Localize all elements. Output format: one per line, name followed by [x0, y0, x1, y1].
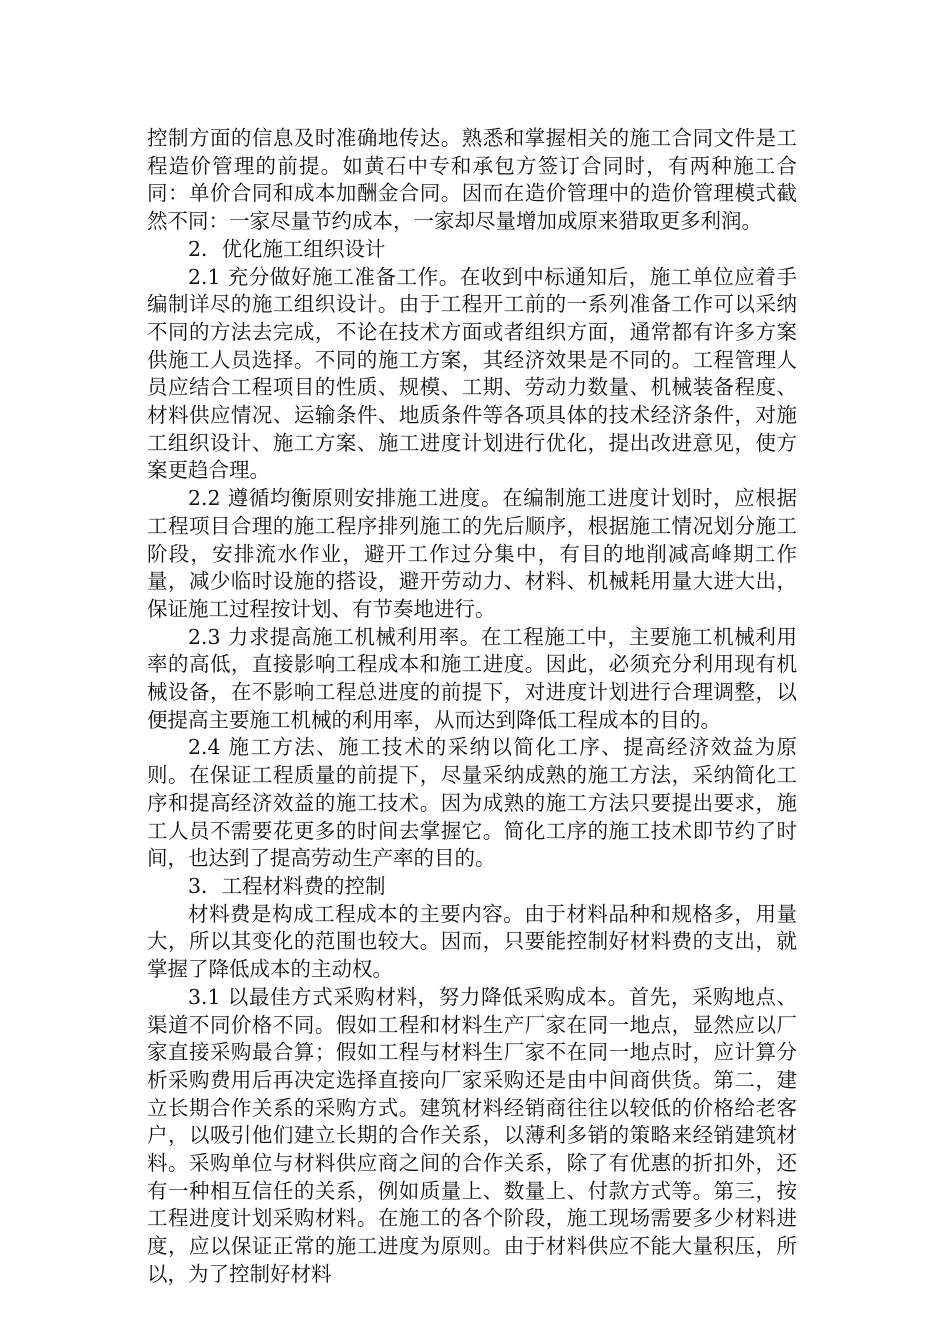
paragraph-2-2: 2.2 遵循均衡原则安排施工进度。在编制施工进度计划时，应根据工程项目合理的施工程序排列施工的先后顺序，根据施工情况划分施工阶段，安排流水作业，避开工作过分集中，有目的地削减高峰期工作量，减少临时设施的搭设，避开劳动力、材料、机械耗用量大进大出，保证施工过程按计划、有节奏地进行。 — [147, 486, 797, 621]
paragraph-3-intro: 材料费是构成工程成本的主要内容。由于材料品种和规格多，用量大，所以其变化的范围也较大。因而，只要能控制好材料费的支出，就掌握了降低成本的主动权。 — [147, 901, 797, 982]
section-heading-2: 2．优化施工组织设计 — [188, 236, 386, 261]
section-heading-3: 3．工程材料费的控制 — [188, 873, 386, 898]
document-body — [147, 125, 797, 1289]
paragraph-2-1: 2.1 充分做好施工准备工作。在收到中标通知后，施工单位应着手编制详尽的施工组织设计。由于工程开工前的一系列准备工作可以采纳不同的方法去完成，不论在技术方面或者组织方面，通常都有许多方案供施工人员选择。不同的施工方案，其经济效果是不同的。工程管理人员应结合工程项目的性质、规模、工期、劳动力数量、机械装备程度、材料供应情况、运输条件、地质条件等各项具体的技术经济条件，对施工组织设计、施工方案、施工进度计划进行优化，提出改进意见，使方案更趋合理。 — [147, 264, 797, 483]
paragraph-2-3: 2.3 力求提高施工机械利用率。在工程施工中，主要施工机械利用率的高低，直接影响工程成本和施工进度。因此，必须充分利用现有机械设备，在不影响工程总进度的前提下，对进度计划进行合理调整，以便提高主要施工机械的利用率，从而达到降低工程成本的目的。 — [147, 624, 797, 732]
paragraph-intro: 控制方面的信息及时准确地传达。熟悉和掌握相关的施工合同文件是工程造价管理的前提。如黄石中专和承包方签订合同时，有两种施工合同：单价合同和成本加酬金合同。因而在造价管理中的造价管理模式截然不同：一家尽量节约成本，一家却尽量增加成原来猎取更多利润。 — [147, 126, 797, 234]
paragraph-3-1: 3.1 以最佳方式采购材料，努力降低采购成本。首先，采购地点、渠道不同价格不同。假如工程和材料生产厂家在同一地点，显然应以厂家直接采购最合算；假如工程与材料生厂家不在同一地点时，应计算分析采购费用后再决定选择直接向厂家采购还是由中间商供货。第二，建立长期合作关系的采购方式。建筑材料经销商往往以较低的价格给老客户，以吸引他们建立长期的合作关系，以薄利多销的策略来经销建筑材料。采购单位与材料供应商之间的合作关系，除了有优惠的折扣外，还有一种相互信任的关系，例如质量上、数量上、付款方式等。第三，按工程进度计划采购材料。在施工的各个阶段，施工现场需要多少材料进度，应以保证正常的施工进度为原则。由于材料供应不能大量积压，所以，为了控制好材料 — [147, 984, 797, 1286]
paragraph-2-4: 2.4 施工方法、施工技术的采纳以简化工序、提高经济效益为原则。在保证工程质量的前提下，尽量采纳成熟的施工方法，采纳简化工序和提高经济效益的施工技术。因为成熟的施工方法只要提出要求，施工人员不需要花更多的时间去掌握它。简化工序的施工技术即节约了时间，也达到了提高劳动生产率的目的。 — [147, 735, 797, 871]
